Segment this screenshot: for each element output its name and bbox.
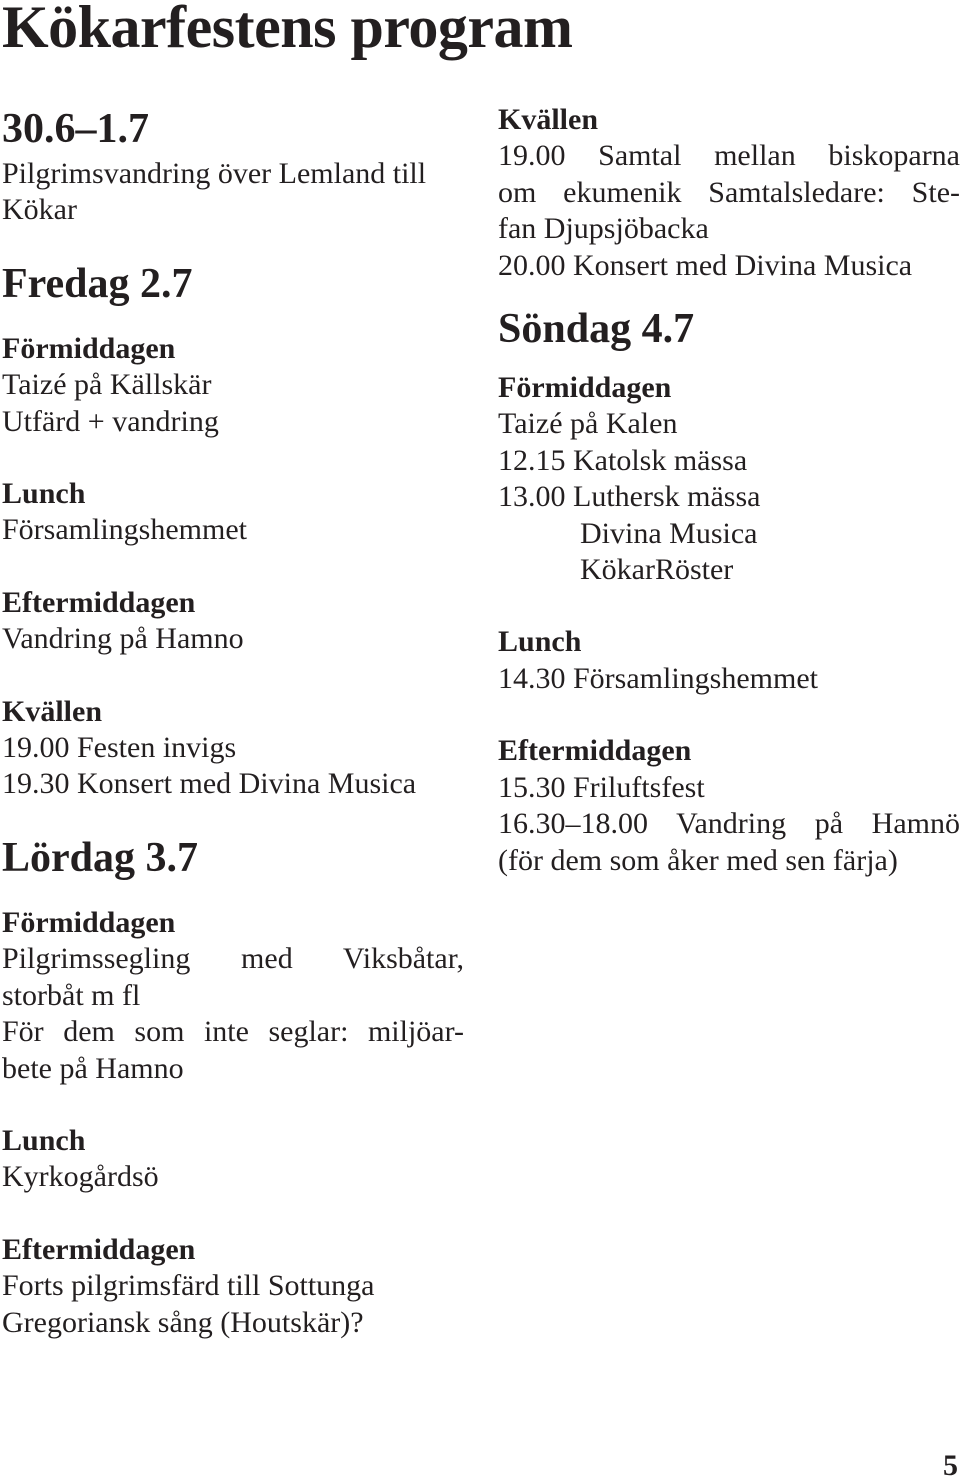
section-label: Lunch xyxy=(2,477,86,511)
saturday-morning xyxy=(2,905,464,1087)
program-line: om ekumenik Samtalsledare: Ste- xyxy=(498,175,960,209)
program-line: Kyrkogårdsö xyxy=(2,1160,159,1194)
program-line: fan Djupsjöbacka xyxy=(498,212,709,246)
intro-line: Pilgrimsvandring över Lemland till xyxy=(2,157,427,190)
section-label: Eftermiddagen xyxy=(2,585,196,619)
section-label: Lunch xyxy=(2,1123,86,1157)
intro-section xyxy=(2,104,464,229)
day-friday xyxy=(2,259,464,803)
day-saturday xyxy=(2,833,464,1341)
program-line: storbåt m fl xyxy=(2,978,141,1012)
program-line: 15.30 Friluftsfest xyxy=(498,770,705,804)
program-line: 19.30 Konsert med Divina Musica xyxy=(2,767,417,801)
day-sunday xyxy=(498,304,960,879)
friday-afternoon xyxy=(2,585,464,658)
program-line: 20.00 Konsert med Divina Musica xyxy=(498,248,913,282)
section-label: Förmiddagen xyxy=(2,905,176,939)
section-label: Lunch xyxy=(498,625,582,659)
program-line: Taizé på Kalen xyxy=(498,407,678,441)
program-line: Församlingshemmet xyxy=(2,513,247,547)
sunday-afternoon xyxy=(498,733,960,879)
right-column xyxy=(498,102,960,879)
page-number: 5 xyxy=(943,1449,958,1482)
program-line: Forts pilgrimsfärd till Sottunga xyxy=(2,1269,375,1303)
program-line: 19.00 Samtal mellan biskoparna xyxy=(498,139,960,173)
intro-line: Kökar xyxy=(2,193,77,227)
section-label: Kvällen xyxy=(2,694,103,728)
section-label: Förmiddagen xyxy=(498,371,672,405)
saturday-evening xyxy=(498,102,960,284)
program-line: Vandring på Hamno xyxy=(2,622,244,656)
friday-lunch xyxy=(2,476,464,549)
section-label: Förmiddagen xyxy=(2,331,176,365)
program-line: Taizé på Källskär xyxy=(2,368,212,402)
program-line: Pilgrimssegling med Viksbåtar, xyxy=(2,942,464,976)
program-line: 12.15 Katolsk mässa xyxy=(498,443,748,477)
sunday-morning xyxy=(498,370,960,588)
day-heading-sunday: Söndag 4.7 xyxy=(498,306,695,353)
program-line: 14.30 Församlingshemmet xyxy=(498,661,818,695)
page-title: Kökarfestens program xyxy=(2,0,573,60)
section-label: Eftermiddagen xyxy=(498,734,692,768)
program-line: 19.00 Festen invigs xyxy=(2,731,237,765)
program-line: 13.00 Luthersk mässa xyxy=(498,480,761,514)
saturday-afternoon xyxy=(2,1232,464,1341)
program-line: Utfärd + vandring xyxy=(2,404,219,438)
program-line: För dem som inte seglar: miljöar- xyxy=(2,1015,464,1049)
saturday-lunch xyxy=(2,1123,464,1196)
sunday-lunch xyxy=(498,624,960,697)
section-label: Kvällen xyxy=(498,103,599,136)
program-line: bete på Hamno xyxy=(2,1051,184,1085)
program-line-indented: Divina Musica xyxy=(580,516,758,550)
friday-evening xyxy=(2,694,464,803)
section-label: Eftermiddagen xyxy=(2,1232,196,1266)
program-line: Gregoriansk sång (Houtskär)? xyxy=(2,1305,364,1339)
program-line-indented: KökarRöster xyxy=(580,553,734,587)
program-line: (för dem som åker med sen färja) xyxy=(498,843,898,877)
day-heading-friday: Fredag 2.7 xyxy=(2,260,193,307)
program-line: 16.30–18.00 Vandring på Hamnö xyxy=(498,807,960,841)
friday-morning xyxy=(2,331,464,440)
left-column xyxy=(2,104,464,1341)
day-heading-saturday: Lördag 3.7 xyxy=(2,834,199,881)
intro-date: 30.6–1.7 xyxy=(2,106,149,152)
